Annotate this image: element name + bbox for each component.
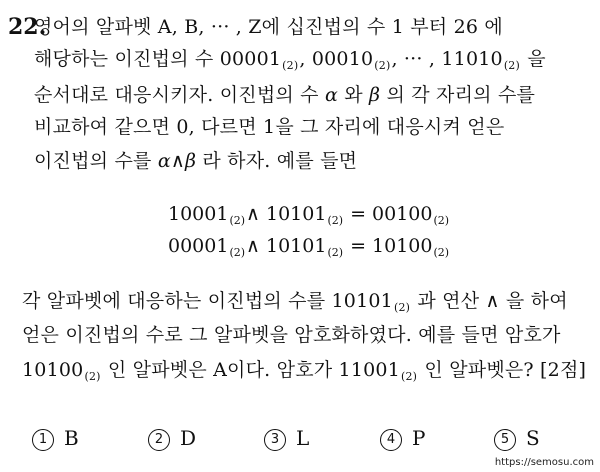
circled-number-icon: 3 xyxy=(264,429,286,451)
eq-operand: ∧ 10101 xyxy=(246,235,327,257)
problem-text: , 00010 xyxy=(299,48,374,70)
base-subscript: (2) xyxy=(374,59,391,72)
problem-line-4 xyxy=(34,114,504,140)
base-subscript: (2) xyxy=(393,301,411,314)
problem-text: 이진법의 수를 xyxy=(34,150,158,172)
choice-5[interactable] xyxy=(494,426,540,451)
problem-line-6 xyxy=(22,288,568,321)
problem-text: , ··· , 11010 xyxy=(391,48,503,70)
circled-number-icon: 4 xyxy=(380,429,402,451)
problem-text: 각 알파벳에 대응하는 이진법의 수를 10101 xyxy=(22,290,393,312)
problem-number: 22. xyxy=(8,14,47,40)
base-subscript: (2) xyxy=(229,246,246,259)
choice-1[interactable] xyxy=(32,426,79,451)
circled-number-icon: 1 xyxy=(32,429,54,451)
base-subscript: (2) xyxy=(84,370,101,383)
problem-line-2 xyxy=(34,46,546,79)
problem-line-1 xyxy=(34,14,503,40)
beta-symbol: β xyxy=(184,150,197,172)
operator-symbol: ∧ xyxy=(170,150,185,172)
base-subscript: (2) xyxy=(503,59,520,72)
eq-operand: 10001 xyxy=(168,203,229,225)
base-subscript: (2) xyxy=(327,246,344,259)
eq-operand: 00001 xyxy=(168,235,229,257)
choice-2[interactable] xyxy=(148,426,196,451)
alpha-symbol: α xyxy=(324,84,338,106)
base-subscript: (2) xyxy=(433,246,450,259)
alpha-symbol: α xyxy=(157,150,171,172)
circled-number-icon: 5 xyxy=(494,429,516,451)
problem-text: 와 xyxy=(338,84,370,106)
problem-text: 10100 xyxy=(22,359,84,381)
eq-result: = 00100 xyxy=(350,203,433,225)
choice-label: B xyxy=(64,426,79,450)
problem-line-5 xyxy=(34,148,357,174)
problem-text: 라 하자. 예를 들면 xyxy=(196,150,358,172)
problem-line-8 xyxy=(22,357,586,390)
circled-number-icon: 2 xyxy=(148,429,170,451)
problem-line-7 xyxy=(22,322,561,348)
choice-4[interactable] xyxy=(380,426,425,451)
choice-label: L xyxy=(296,426,310,450)
problem-text: 을 xyxy=(527,48,546,70)
choice-3[interactable] xyxy=(264,426,309,451)
problem-text: 의 각 자리의 수를 xyxy=(380,84,536,106)
beta-symbol: β xyxy=(369,84,381,106)
problem-text: 과 연산 ∧ 을 하여 xyxy=(411,290,568,312)
problem-text: 영어의 알파벳 A, B, ··· , Z에 십진법의 수 1 부터 26 에 xyxy=(34,16,503,38)
problem-text: 인 알파벳은 A이다. 암호가 11001 xyxy=(101,359,400,381)
choice-label: D xyxy=(180,426,197,450)
eq-operand: ∧ 10101 xyxy=(246,203,327,225)
example-equation-1 xyxy=(168,201,450,234)
example-equation-2 xyxy=(168,233,450,266)
base-subscript: (2) xyxy=(282,59,299,72)
choice-label: P xyxy=(412,426,426,450)
problem-text: 인 알파벳은? [2점] xyxy=(418,359,587,381)
source-watermark: https://semosu.com xyxy=(494,457,594,468)
eq-result: = 10100 xyxy=(350,235,433,257)
choice-label: S xyxy=(526,426,540,450)
base-subscript: (2) xyxy=(327,214,344,227)
problem-line-3 xyxy=(34,82,535,108)
answer-choices xyxy=(22,426,582,456)
problem-text: 얻은 이진법의 수로 그 알파벳을 암호화하였다. 예를 들면 암호가 xyxy=(22,324,561,346)
problem-text: 해당하는 이진법의 수 00001 xyxy=(34,48,282,70)
base-subscript: (2) xyxy=(433,214,450,227)
base-subscript: (2) xyxy=(400,370,418,383)
problem-text: 비교하여 같으면 0, 다르면 1을 그 자리에 대응시켜 얻은 xyxy=(34,116,505,138)
base-subscript: (2) xyxy=(229,214,246,227)
problem-text: 순서대로 대응시키자. 이진법의 수 xyxy=(34,84,325,106)
